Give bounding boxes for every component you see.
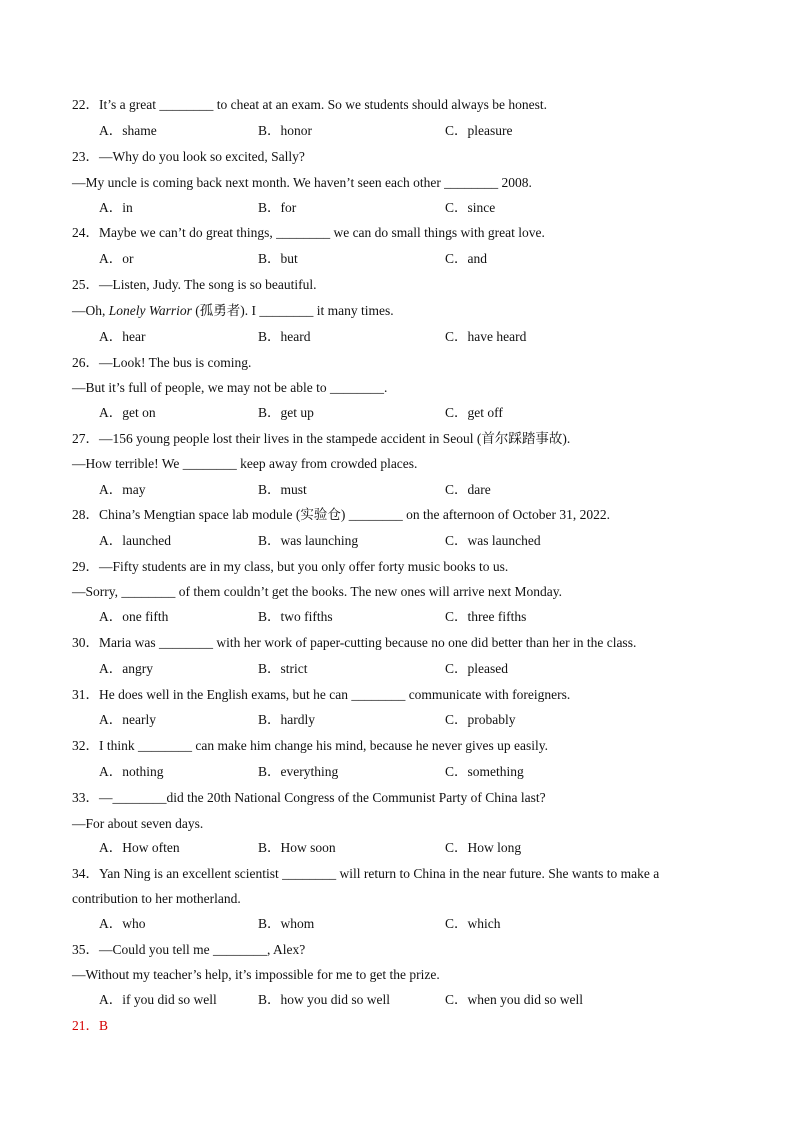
option-a: A．angry	[99, 661, 153, 676]
option-a: A．nearly	[99, 712, 156, 727]
question-22-options	[99, 122, 749, 140]
question-35-options	[99, 991, 749, 1009]
option-b: B．hardly	[258, 712, 315, 727]
question-29-reply: —Sorry, ________ of them couldn’t get the books. The new ones will arrive next Monday.	[72, 584, 563, 599]
option-a: A．one fifth	[99, 609, 169, 624]
option-b: B．heard	[258, 329, 311, 344]
option-c: C．three fifths	[445, 609, 527, 624]
question-31-options	[99, 711, 749, 729]
option-c: C．was launched	[445, 533, 541, 548]
option-a: A．launched	[99, 533, 171, 548]
question-30-stem: 30．Maria was ________ with her work of paper-cutting because no one did better than her in the class.	[72, 635, 637, 650]
question-24-stem: 24．Maybe we can’t do great things, ________ we can do small things with great love.	[72, 225, 545, 240]
question-25-reply: —Oh, Lonely Warrior (孤勇者). I ________ it many times.	[72, 303, 394, 318]
option-c: C．dare	[445, 482, 491, 497]
option-c: C．which	[445, 916, 501, 931]
question-34-stem-continued: contribution to her motherland.	[72, 891, 241, 906]
option-b: B．two fifths	[258, 609, 333, 624]
option-c: C．pleased	[445, 661, 508, 676]
option-b: B．but	[258, 251, 298, 266]
option-a: A．in	[99, 200, 133, 215]
question-27-stem: 27．—156 young people lost their lives in the stampede accident in Seoul (首尔踩踏事故).	[72, 431, 571, 446]
question-27-reply: —How terrible! We ________ keep away from crowded places.	[72, 456, 418, 471]
question-28-options	[99, 532, 749, 550]
option-b: B．honor	[258, 123, 312, 138]
question-23-reply: —My uncle is coming back next month. We haven’t seen each other ________ 2008.	[72, 175, 532, 190]
question-35-stem: 35．—Could you tell me ________, Alex?	[72, 942, 306, 957]
option-a: A．or	[99, 251, 134, 266]
question-28-stem: 28．China’s Mengtian space lab module (实验仓) ________ on the afternoon of October 31, 2022.	[72, 507, 611, 522]
option-a: A．nothing	[99, 764, 164, 779]
option-c: C．when you did so well	[445, 992, 583, 1007]
question-24-options	[99, 250, 749, 268]
option-b: B．get up	[258, 405, 314, 420]
option-c: C．and	[445, 251, 487, 266]
question-29-options	[99, 608, 749, 626]
question-27-options	[99, 481, 749, 499]
option-a: A．How often	[99, 840, 180, 855]
option-b: B．How soon	[258, 840, 336, 855]
option-a: A．get on	[99, 405, 156, 420]
option-c: C．pleasure	[445, 123, 513, 138]
question-33-stem: 33．—________did the 20th National Congress of the Communist Party of China last?	[72, 790, 546, 805]
option-b: B．must	[258, 482, 307, 497]
question-34-options	[99, 915, 749, 933]
option-b: B．how you did so well	[258, 992, 391, 1007]
option-a: A．may	[99, 482, 146, 497]
option-c: C．something	[445, 764, 524, 779]
option-c: C．have heard	[445, 329, 527, 344]
option-a: A．if you did so well	[99, 992, 217, 1007]
option-c: C．How long	[445, 840, 522, 855]
option-a: A．shame	[99, 123, 157, 138]
question-34-stem: 34．Yan Ning is an excellent scientist ________ will return to China in the near future. She wants to make a	[72, 866, 660, 881]
song-title: Lonely Warrior	[108, 303, 192, 318]
question-33-reply: —For about seven days.	[72, 816, 204, 831]
question-30-options	[99, 660, 749, 678]
question-25-options	[99, 328, 749, 346]
option-b: B．was launching	[258, 533, 359, 548]
option-b: B．strict	[258, 661, 308, 676]
option-b: B．for	[258, 200, 297, 215]
option-a: A．hear	[99, 329, 146, 344]
question-33-options	[99, 839, 749, 857]
question-35-reply: —Without my teacher’s help, it’s impossible for me to get the prize.	[72, 967, 440, 982]
question-25-stem: 25．—Listen, Judy. The song is so beautiful.	[72, 277, 317, 292]
question-23-stem: 23．—Why do you look so excited, Sally?	[72, 149, 305, 164]
question-26-options	[99, 404, 749, 422]
question-31-stem: 31．He does well in the English exams, but he can ________ communicate with foreigners.	[72, 687, 571, 702]
option-a: A．who	[99, 916, 146, 931]
question-32-options	[99, 763, 749, 781]
option-c: C．probably	[445, 712, 516, 727]
option-c: C．since	[445, 200, 496, 215]
question-26-stem: 26．—Look! The bus is coming.	[72, 355, 252, 370]
question-29-stem: 29．—Fifty students are in my class, but you only offer forty music books to us.	[72, 559, 509, 574]
answer-21: 21．B	[72, 1018, 109, 1033]
question-26-reply: —But it’s full of people, we may not be able to ________.	[72, 380, 388, 395]
question-23-options	[99, 199, 749, 217]
question-22-stem: 22．It’s a great ________ to cheat at an exam. So we students should always be honest.	[72, 97, 548, 112]
option-c: C．get off	[445, 405, 503, 420]
option-b: B．whom	[258, 916, 315, 931]
option-b: B．everything	[258, 764, 339, 779]
question-32-stem: 32．I think ________ can make him change his mind, because he never gives up easily.	[72, 738, 549, 753]
